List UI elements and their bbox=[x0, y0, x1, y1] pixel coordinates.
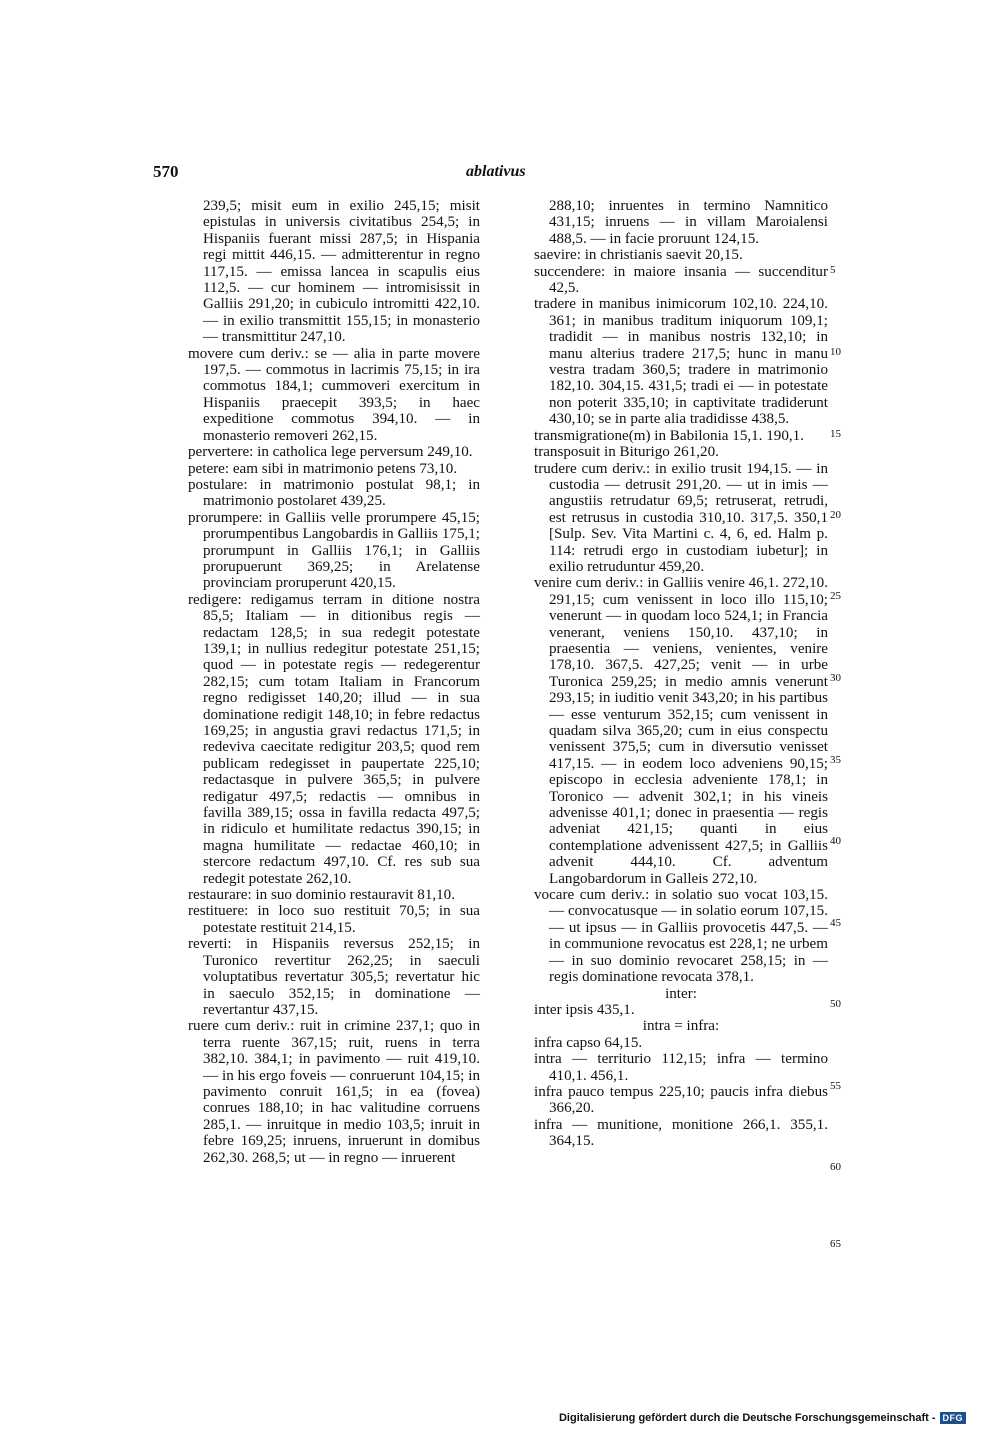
entry: restituere: in loco suo restituit 70,5; in sua potestate restituit 214,15. bbox=[188, 903, 480, 936]
line-number: 65 bbox=[830, 1238, 841, 1250]
entry: trudere cum deriv.: in exilio trusit 194,15. — in custodia — detrusit 291,20. — ut in imis — angustiis retrudatur 69,5; retruserat, retrudi, est retrusus in custodia 310,10. 317,5. 350,1 [Sulp. Sev. Vita Martini c. 4, 6, ed. Halm p. 114: retrudi ergo in custodiam iubetur]; in exilio retruduntur 459,20. bbox=[534, 460, 828, 575]
line-number: 15 bbox=[830, 428, 841, 440]
entry: inter ipsis 435,1. bbox=[534, 1001, 635, 1018]
line-number: 25 bbox=[830, 590, 841, 602]
entry: ruere cum deriv.: ruit in crimine 237,1; quo in terra ruente 367,15; ruit, ruens in terra 382,10. 384,1; in pavimento — ruit 419,10. — in his ergo foveis — conruerunt 104,15; in pavimento conruit 161,5; in ea (fovea) conrues 188,10; in hac valitudine corruens 285,1. — inruitque in medio 103,5; inruit in febre 169,25; inruens, inruerunt in domibus 262,30. 268,5; ut — in regno — inruerent bbox=[188, 1018, 480, 1166]
entry: restaurare: in suo dominio restauravit 81,10. bbox=[188, 887, 456, 904]
line-number: 50 bbox=[830, 998, 841, 1010]
section-heading: inter: bbox=[665, 985, 697, 1002]
line-number: 5 bbox=[830, 264, 836, 276]
line-number: 60 bbox=[830, 1161, 841, 1173]
line-number: 55 bbox=[830, 1080, 841, 1092]
page-number: 570 bbox=[153, 162, 179, 181]
line-number: 10 bbox=[830, 346, 841, 358]
entry: vocare cum deriv.: in solatio suo vocat 103,15. — convocatusque — in solatio eorum 107,15. — ut ipsus — in Galliis provocetis 447,5. — in communione revocatus est 228,1; ne urbem — in suo dominio revocaret 258,15; in — regis dominatione revocata 378,1. bbox=[534, 887, 828, 986]
entry: 239,5; misit eum in exilio 245,15; misit epistulas in universis civitatibus 254,5; in Hispaniis fuerant missi 287,5; in Hispania regi mittit 446,15. — admitterentur in regno 117,15. — emissa lancea in scapulis eius 112,5. — cur hominem — intromisissit in Galliis 291,20; in cubiculo intromitti 422,10. — in exilio transmittit 155,15; in monasterio — transmittitur 247,10. bbox=[203, 198, 480, 346]
entry: postulare: in matrimonio postulat 98,1; in matrimonio postolaret 439,25. bbox=[188, 476, 480, 510]
dfg-logo: DFG bbox=[940, 1412, 967, 1424]
left-column bbox=[188, 198, 480, 1166]
entry: succendere: in maiore insania — succenditur 42,5. bbox=[534, 263, 828, 297]
entry: petere: eam sibi in matrimonio petens 73,10. bbox=[188, 460, 458, 477]
entry: transmigratione(m) in Babilonia 15,1. 190,1. bbox=[534, 427, 804, 444]
running-head: ablativus bbox=[466, 163, 526, 180]
entry: venire cum deriv.: in Galliis venire 46,1. 272,10. 291,15; cum venissent in loco illo 115,10; venerunt — in quodam loco 524,1; in Francia venerant, veniens 150,10. 437,10; in praesentia — veniens, venientes, venire 178,10. 367,5. 427,25; venit — in urbe Turonica 259,25; in medio amnis venerunt 293,15; in iuditio venit 343,20; in his partibus — esse venturum 352,15; cum venissent in quadam silva 365,20; cum in eius conspectu venissent 375,5; cum in diversutio venisset 417,15. — in eodem loco adveniens 90,15; episcopo in ecclesia adveniente 178,1; in Toronico — advenit 302,1; in his vineis advenisse 401,1; donec in praesentia — regis adveniat 421,15; quanti in eius contemplatione advenissent 427,5; in Galliis advenit 444,10. Cf. adventum Langobardorum in Galleis 272,10. bbox=[534, 575, 828, 887]
line-number: 45 bbox=[830, 917, 841, 929]
entry: infra pauco tempus 225,10; paucis infra diebus 366,20. bbox=[534, 1083, 828, 1117]
entry: movere cum deriv.: se — alia in parte movere 197,5. — commotus in lacrimis 75,15; in ira commotus 184,1; cummoveri exercitum in Hispaniis praecepit 393,5; in haec expeditione commotus 394,10. — in monasterio removeri 262,15. bbox=[188, 345, 480, 444]
footer bbox=[559, 1412, 966, 1424]
entry: infra capso 64,15. bbox=[534, 1034, 643, 1051]
entry: 288,10; inruentes in termino Namnitico 431,15; inruens — in villam Maroialensi 488,5. — in facie proruunt 124,15. bbox=[549, 198, 828, 247]
line-number: 20 bbox=[830, 509, 841, 521]
entry: redigere: redigamus terram in ditione nostra 85,5; Italiam — in ditionibus regis — redactam 128,5; in sua redegit potestate 139,1; in nullius redegitur potestate 251,15; quod — in potestate regis — redegerentur 282,15; cum totam Italiam in Francorum regno redigisset 140,20; illud — in sua dominatione redigit 148,10; in febre redactus 169,25; in angustia gravi redactus 171,5; in redeviva caecitate redigitur 203,5; quod rem publicam redegisset in paupertate 225,10; redactasque in pulvere 365,5; in pulvere redigatur 497,5; redactis — omnibus in favilla 389,15; ossa in favilla redacta 497,5; in ridiculo et humilitate redactus 390,15; in magna humilitate — redactae 460,10; in stercore redactum 497,10. Cf. res sub sua redegit potestate 262,10. bbox=[188, 591, 480, 887]
entry: tradere in manibus inimicorum 102,10. 224,10. 361; in manibus traditum iniquorum 109,1; tradidit — in manibus nostris 132,10; in manu alterius tradere 217,5; hunc in manu vestra tradam 360,5; tradere in matrimonio 182,10. 304,15. 431,5; tradi ei — in potestate non poterit 335,10; in captivitate tradiderunt 430,10; se in parte alia tradidisse 438,5. bbox=[534, 296, 828, 428]
entry: intra — territurio 112,15; infra — termino 410,1. 456,1. bbox=[534, 1051, 828, 1084]
line-number: 35 bbox=[830, 754, 841, 766]
entry: saevire: in christianis saevit 20,15. bbox=[534, 247, 743, 264]
entry: transposuit in Biturigo 261,20. bbox=[534, 444, 719, 461]
entry: prorumpere: in Galliis velle prorumpere 45,15; prorumpentibus Langobardis in Galliis 175,1; prorumpunt in Galliis 176,1; in Galliis prorupuerunt 369,25; in Arelatense provinciam proruperunt 420,15. bbox=[188, 509, 480, 592]
footer-text: Digitalisierung gefördert durch die Deutsche Forschungsgemeinschaft - bbox=[558, 1412, 936, 1424]
entry: reverti: in Hispaniis reversus 252,15; in Turonico revertitur 262,25; in saeculi voluptatibus revertatur 305,5; revertatur hic in saeculo 352,15; in dominatione — revertantur 437,15. bbox=[188, 936, 480, 1018]
line-number: 40 bbox=[830, 835, 841, 847]
right-column bbox=[534, 198, 828, 1150]
section-heading: intra = infra: bbox=[642, 1018, 720, 1035]
entry: infra — munitione, monitione 266,1. 355,1. 364,15. bbox=[534, 1116, 828, 1150]
entry: pervertere: in catholica lege perversum 249,10. bbox=[188, 444, 473, 461]
line-number: 30 bbox=[830, 672, 841, 684]
